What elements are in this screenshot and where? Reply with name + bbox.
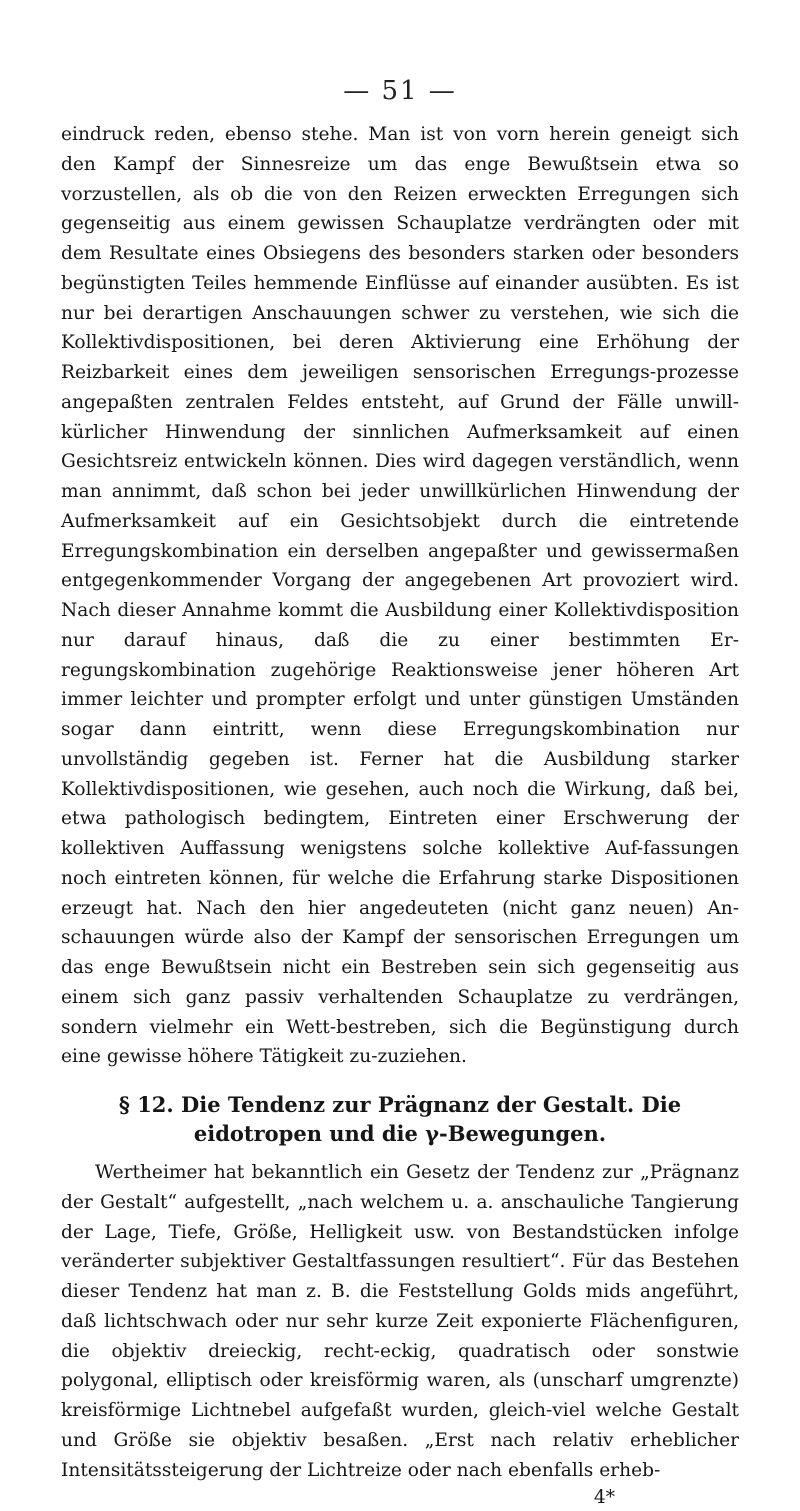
page-number-header: — 51 — [343,76,457,106]
body-paragraph-1: eindruck reden, ebenso stehe. Man ist von vorn herein geneigt sich den Kampf der Sinnesreize um das enge Bewußtsein etwa so vorzustellen, als ob die von den Reizen erweckten Erregungen sich gegenseitig aus einem gewissen Schauplatze verdrängten oder mit dem Resultate eines Obsiegens des besonders starken oder besonders begünstigten Teiles hemmende Einflüsse auf einander ausübten. Es ist nur bei derartigen Anschauungen schwer zu verstehen, wie sich die Kollektivdispositionen, bei deren Aktivierung eine Erhöhung der Reizbarkeit eines dem jeweiligen sensorischen Erregungs-prozesse angepaßten zentralen Feldes entsteht, auf Grund der Fälle unwill-kürlicher Hinwendung der sinnlichen Aufmerksamkeit auf einen Gesichtsreiz entwickeln können. Dies wird dagegen verständlich, wenn man annimmt, daß schon bei jeder unwillkürlichen Hinwendung der Aufmerksamkeit auf ein Gesichtsobjekt durch die eintretende Erregungskombination ein derselben angepaßter und gewissermaßen entgegenkommender Vorgang der angegebenen Art provoziert wird. Nach dieser Annahme kommt die Ausbildung einer Kollektivdisposition nur darauf hinaus, daß die zu einer bestimmten Er-regungskombination zugehörige Reaktionsweise jener höheren Art immer leichter und prompter erfolgt und unter günstigen Umständen sogar dann eintritt, wenn diese Erregungskombination nur unvollständig gegeben ist. Ferner hat die Ausbildung starker Kollektivdispositionen, wie gesehen, auch noch die Wirkung, daß bei, etwa pathologisch bedingtem, Eintreten einer Erschwerung der kollektiven Auffassung wenigstens solche kollektive Auf-fassungen noch eintreten können, für welche die Erfahrung starke Dispositionen erzeugt hat. Nach den hier angedeuteten (nicht ganz neuen) An-schauungen würde also der Kampf der sensorischen Erregungen um das enge Bewußtsein nicht ein Bestreben sein sich gegenseitig aus einem sich ganz passiv verhaltenden Schauplatze zu verdrängen, sondern vielmehr ein Wett-bestreben, sich die Begünstigung durch eine gewisse höhere Tätigkeit zu-zuziehen. [61,124,739,1068]
signature-mark: 4* [593,1487,615,1509]
body-paragraph-2: Wertheimer hat bekanntlich ein Gesetz der Tendenz zur „Prägnanz der Gestalt“ aufgestellt, „nach welchem u. a. anschauliche Tangierung der Lage, Tiefe, Größe, Helligkeit usw. von Bestandstücken infolge veränderter subjektiver Gestaltfassungen resultiert“. Für das Bestehen dieser Tendenz hat man z. B. die Feststellung Golds mids angeführt, daß lichtschwach oder nur sehr kurze Zeit exponierte Flächenfiguren, die objektiv dreieckig, recht-eckig, quadratisch oder sonstwie polygonal, elliptisch oder kreisförmig waren, als (unscharf umgrenzte) kreisförmige Lichtnebel aufgefaßt wurden, gleich-viel welche Gestalt und Größe sie objektiv besaßen. „Erst nach relativ erheblicher Intensitätssteigerung der Lichtreize oder nach ebenfalls erheb- [61,1162,739,1481]
page-body [61,120,739,1511]
section-heading: § 12. Die Tendenz zur Prägnanz der Gestalt. Die eidotropen und die γ-Bewegungen. [118,1092,682,1146]
